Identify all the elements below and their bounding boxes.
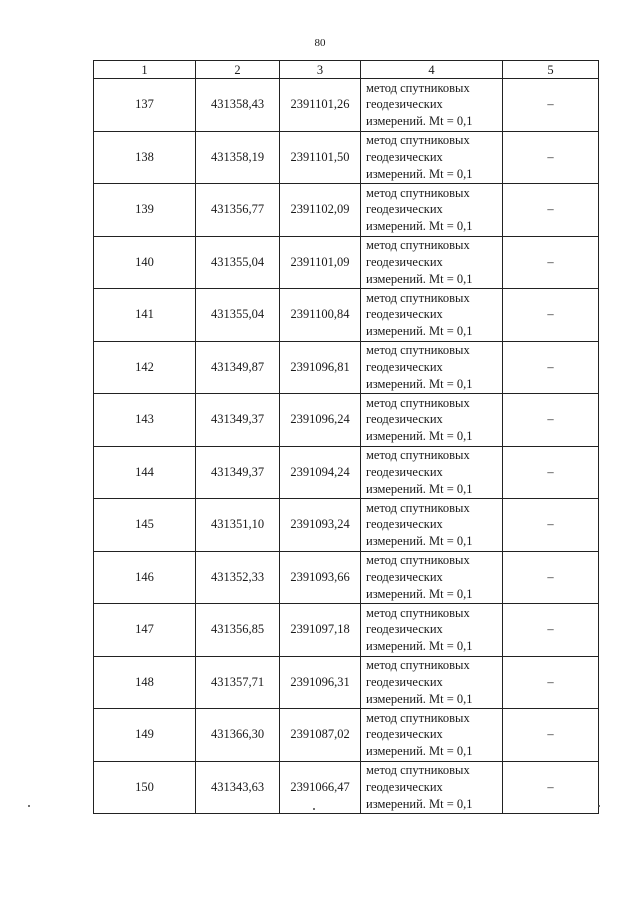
table-row xyxy=(94,184,599,237)
table-row xyxy=(94,761,599,814)
method-text-line: измерений. Mt = 0,1 xyxy=(366,796,473,811)
method-text-line: метод спутниковых xyxy=(366,763,470,778)
coord-y-cell: 2391096,81 xyxy=(280,341,361,394)
point-number-cell: 140 xyxy=(94,236,196,289)
method-cell xyxy=(361,341,503,394)
method-text-line: измерений. Mt = 0,1 xyxy=(366,271,473,286)
method-text-line: метод спутниковых xyxy=(366,395,470,410)
table-row xyxy=(94,341,599,394)
scan-speck xyxy=(598,805,600,807)
method-text-line: измерений. Mt = 0,1 xyxy=(366,744,473,759)
method-cell xyxy=(361,446,503,499)
coord-y-cell: 2391096,31 xyxy=(280,656,361,709)
method-cell xyxy=(361,236,503,289)
scan-speck xyxy=(28,805,30,807)
coord-x-cell: 431351,10 xyxy=(196,499,280,552)
point-number-cell: 141 xyxy=(94,289,196,342)
page-number: 80 xyxy=(314,37,326,49)
method-cell xyxy=(361,394,503,447)
point-number-cell: 145 xyxy=(94,499,196,552)
table-row xyxy=(94,394,599,447)
coord-y-cell: 2391102,09 xyxy=(280,184,361,237)
point-number-cell: 149 xyxy=(94,709,196,762)
point-number-cell: 142 xyxy=(94,341,196,394)
coord-x-cell: 431352,33 xyxy=(196,551,280,604)
table-row xyxy=(94,551,599,604)
coord-y-cell: 2391087,02 xyxy=(280,709,361,762)
method-cell xyxy=(361,551,503,604)
method-text-line: метод спутниковых xyxy=(366,605,470,620)
method-text-line: измерений. Mt = 0,1 xyxy=(366,429,473,444)
coord-y-cell: 2391100,84 xyxy=(280,289,361,342)
coord-x-cell: 431358,19 xyxy=(196,131,280,184)
method-text-line: метод спутниковых xyxy=(366,710,470,725)
table-row xyxy=(94,604,599,657)
method-text-line: геодезических xyxy=(366,149,443,164)
point-number-cell: 148 xyxy=(94,656,196,709)
note-cell: – xyxy=(503,131,599,184)
method-text-line: геодезических xyxy=(366,727,443,742)
point-number-cell: 147 xyxy=(94,604,196,657)
note-cell: – xyxy=(503,656,599,709)
method-text-line: метод спутниковых xyxy=(366,553,470,568)
point-number-cell: 150 xyxy=(94,761,196,814)
header-col-1: 1 xyxy=(94,61,196,79)
method-cell xyxy=(361,656,503,709)
method-text-line: измерений. Mt = 0,1 xyxy=(366,114,473,129)
coordinates-table xyxy=(93,60,599,814)
note-cell: – xyxy=(503,79,599,132)
method-text-line: измерений. Mt = 0,1 xyxy=(366,219,473,234)
note-cell: – xyxy=(503,551,599,604)
coord-y-cell: 2391093,24 xyxy=(280,499,361,552)
coord-y-cell: 2391096,24 xyxy=(280,394,361,447)
method-cell xyxy=(361,79,503,132)
method-text-line: метод спутниковых xyxy=(366,290,470,305)
coord-x-cell: 431343,63 xyxy=(196,761,280,814)
coord-y-cell: 2391066,47 xyxy=(280,761,361,814)
method-text-line: метод спутниковых xyxy=(366,448,470,463)
note-cell: – xyxy=(503,604,599,657)
coord-x-cell: 431349,37 xyxy=(196,446,280,499)
table-row xyxy=(94,709,599,762)
method-text-line: измерений. Mt = 0,1 xyxy=(366,691,473,706)
method-text-line: измерений. Mt = 0,1 xyxy=(366,639,473,654)
point-number-cell: 139 xyxy=(94,184,196,237)
method-text-line: геодезических xyxy=(366,307,443,322)
coord-x-cell: 431356,77 xyxy=(196,184,280,237)
header-col-3: 3 xyxy=(280,61,361,79)
point-number-cell: 143 xyxy=(94,394,196,447)
method-text-line: метод спутниковых xyxy=(366,133,470,148)
header-row xyxy=(94,61,599,79)
coord-x-cell: 431349,87 xyxy=(196,341,280,394)
method-text-line: геодезических xyxy=(366,517,443,532)
method-text-line: геодезических xyxy=(366,674,443,689)
coord-x-cell: 431357,71 xyxy=(196,656,280,709)
point-number-cell: 137 xyxy=(94,79,196,132)
method-text-line: измерений. Mt = 0,1 xyxy=(366,481,473,496)
method-text-line: измерений. Mt = 0,1 xyxy=(366,586,473,601)
method-text-line: геодезических xyxy=(366,464,443,479)
method-text-line: измерений. Mt = 0,1 xyxy=(366,376,473,391)
note-cell: – xyxy=(503,394,599,447)
method-text-line: метод спутниковых xyxy=(366,658,470,673)
note-cell: – xyxy=(503,184,599,237)
table-body xyxy=(94,79,599,814)
point-number-cell: 144 xyxy=(94,446,196,499)
table-row xyxy=(94,446,599,499)
header-col-4: 4 xyxy=(361,61,503,79)
coord-y-cell: 2391097,18 xyxy=(280,604,361,657)
method-cell xyxy=(361,604,503,657)
table-row xyxy=(94,79,599,132)
method-cell xyxy=(361,184,503,237)
header-col-2: 2 xyxy=(196,61,280,79)
coord-y-cell: 2391093,66 xyxy=(280,551,361,604)
method-text-line: геодезических xyxy=(366,622,443,637)
method-text-line: геодезических xyxy=(366,202,443,217)
method-text-line: измерений. Mt = 0,1 xyxy=(366,324,473,339)
note-cell: – xyxy=(503,341,599,394)
method-text-line: геодезических xyxy=(366,97,443,112)
method-text-line: измерений. Mt = 0,1 xyxy=(366,166,473,181)
method-cell xyxy=(361,499,503,552)
coord-x-cell: 431356,85 xyxy=(196,604,280,657)
method-text-line: геодезических xyxy=(366,412,443,427)
method-text-line: геодезических xyxy=(366,569,443,584)
method-cell xyxy=(361,709,503,762)
method-text-line: геодезических xyxy=(366,254,443,269)
method-cell xyxy=(361,289,503,342)
coord-x-cell: 431366,30 xyxy=(196,709,280,762)
coord-y-cell: 2391101,50 xyxy=(280,131,361,184)
note-cell: – xyxy=(503,289,599,342)
table-row xyxy=(94,656,599,709)
table-header xyxy=(94,61,599,79)
note-cell: – xyxy=(503,499,599,552)
table-row xyxy=(94,499,599,552)
coord-x-cell: 431355,04 xyxy=(196,289,280,342)
method-text-line: измерений. Mt = 0,1 xyxy=(366,534,473,549)
coord-y-cell: 2391101,26 xyxy=(280,79,361,132)
table-row xyxy=(94,289,599,342)
method-text-line: геодезических xyxy=(366,779,443,794)
method-text-line: метод спутниковых xyxy=(366,238,470,253)
header-col-5: 5 xyxy=(503,61,599,79)
method-text-line: геодезических xyxy=(366,359,443,374)
table-row xyxy=(94,131,599,184)
coord-y-cell: 2391094,24 xyxy=(280,446,361,499)
method-cell xyxy=(361,131,503,184)
note-cell: – xyxy=(503,446,599,499)
point-number-cell: 138 xyxy=(94,131,196,184)
scan-speck xyxy=(313,808,315,810)
method-text-line: метод спутниковых xyxy=(366,80,470,95)
method-cell xyxy=(361,761,503,814)
note-cell: – xyxy=(503,236,599,289)
coord-x-cell: 431358,43 xyxy=(196,79,280,132)
table-row xyxy=(94,236,599,289)
method-text-line: метод спутниковых xyxy=(366,185,470,200)
method-text-line: метод спутниковых xyxy=(366,500,470,515)
coord-y-cell: 2391101,09 xyxy=(280,236,361,289)
coord-x-cell: 431355,04 xyxy=(196,236,280,289)
method-text-line: метод спутниковых xyxy=(366,343,470,358)
coord-x-cell: 431349,37 xyxy=(196,394,280,447)
note-cell: – xyxy=(503,709,599,762)
point-number-cell: 146 xyxy=(94,551,196,604)
note-cell: – xyxy=(503,761,599,814)
